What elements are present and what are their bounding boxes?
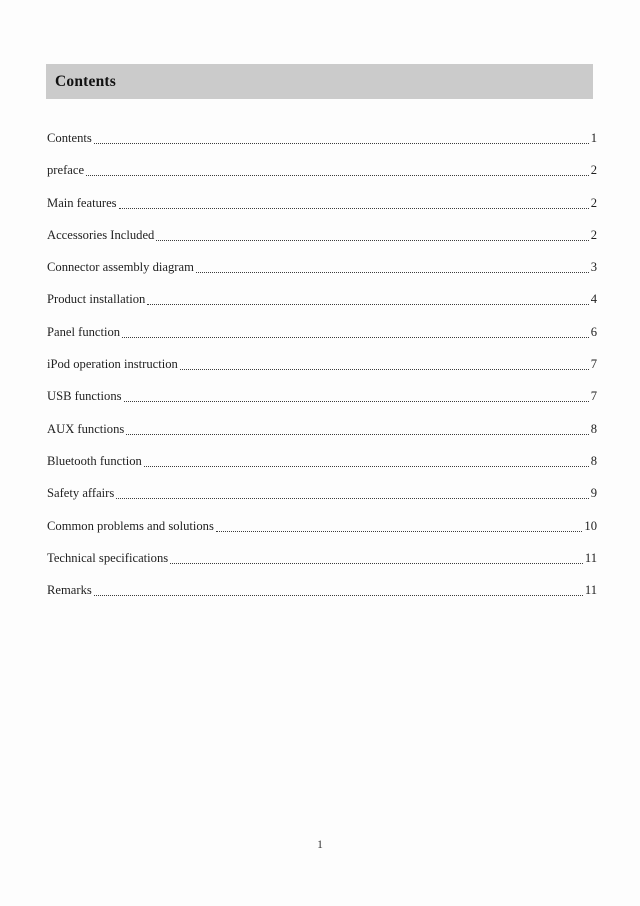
toc-dot-leader xyxy=(170,550,583,582)
toc-entry xyxy=(47,356,597,388)
toc-entry xyxy=(47,130,597,162)
toc-dot-leader xyxy=(144,453,589,485)
toc-entry-page-number: 3 xyxy=(590,260,597,275)
toc-entry-title: Technical specifications xyxy=(47,550,169,565)
toc-entry-title: Connector assembly diagram xyxy=(47,260,194,275)
toc-entry xyxy=(47,388,597,420)
toc-entry xyxy=(47,518,597,550)
toc-entry-page-number: 7 xyxy=(590,357,597,372)
page-footer xyxy=(0,839,640,851)
table-of-contents xyxy=(47,130,597,614)
toc-entry xyxy=(47,582,597,614)
toc-entry xyxy=(47,485,597,517)
toc-entry-title: preface xyxy=(47,163,85,178)
toc-entry xyxy=(47,162,597,194)
toc-dot-leader xyxy=(94,582,583,614)
toc-entry xyxy=(47,195,597,227)
toc-entry xyxy=(47,291,597,323)
toc-dot-leader xyxy=(86,162,589,194)
toc-entry-title: Bluetooth function xyxy=(47,453,142,468)
toc-entry xyxy=(47,421,597,453)
toc-entry-title: Safety affairs xyxy=(47,486,115,501)
toc-entry xyxy=(47,259,597,291)
toc-entry xyxy=(47,453,597,485)
toc-entry-title: Accessories Included xyxy=(47,227,155,242)
toc-dot-leader xyxy=(180,356,589,388)
toc-dot-leader xyxy=(122,324,589,356)
toc-dot-leader xyxy=(156,227,588,259)
toc-entry-title: Common problems and solutions xyxy=(47,518,214,533)
toc-dot-leader xyxy=(147,291,588,323)
toc-entry xyxy=(47,324,597,356)
toc-entry-title: Panel function xyxy=(47,324,121,339)
toc-entry-title: Contents xyxy=(47,131,92,145)
toc-entry-page-number: 9 xyxy=(590,486,597,501)
toc-entry xyxy=(47,227,597,259)
toc-dot-leader xyxy=(116,485,588,517)
toc-dot-leader xyxy=(119,195,589,227)
toc-entry-title: Main features xyxy=(47,195,117,210)
toc-entry-page-number: 2 xyxy=(590,227,597,242)
toc-entry-page-number: 10 xyxy=(584,518,597,533)
toc-dot-leader xyxy=(216,518,583,550)
toc-entry-page-number: 7 xyxy=(590,389,597,404)
section-title: Contents xyxy=(55,72,117,90)
toc-entry-page-number: 6 xyxy=(590,324,597,339)
section-header-bar xyxy=(46,64,593,99)
toc-entry-page-number: 11 xyxy=(584,550,597,565)
toc-entry-title: Remarks xyxy=(47,583,92,598)
page-number: 1 xyxy=(317,839,323,851)
toc-dot-leader xyxy=(196,259,589,291)
toc-dot-leader xyxy=(126,421,588,453)
toc-dot-leader xyxy=(124,388,589,420)
toc-entry-page-number: 2 xyxy=(590,195,597,210)
toc-entry-title: USB functions xyxy=(47,389,122,404)
toc-entry-title: Product installation xyxy=(47,292,146,307)
toc-entry-page-number: 1 xyxy=(590,131,597,145)
toc-entry-page-number: 11 xyxy=(584,583,597,598)
toc-dot-leader xyxy=(94,130,589,162)
toc-entry-page-number: 8 xyxy=(590,421,597,436)
toc-entry xyxy=(47,550,597,582)
toc-entry-page-number: 8 xyxy=(590,453,597,468)
toc-entry-page-number: 2 xyxy=(590,163,597,178)
toc-entry-page-number: 4 xyxy=(590,292,597,307)
toc-entry-title: iPod operation instruction xyxy=(47,357,178,372)
toc-entry-title: AUX functions xyxy=(47,421,125,436)
